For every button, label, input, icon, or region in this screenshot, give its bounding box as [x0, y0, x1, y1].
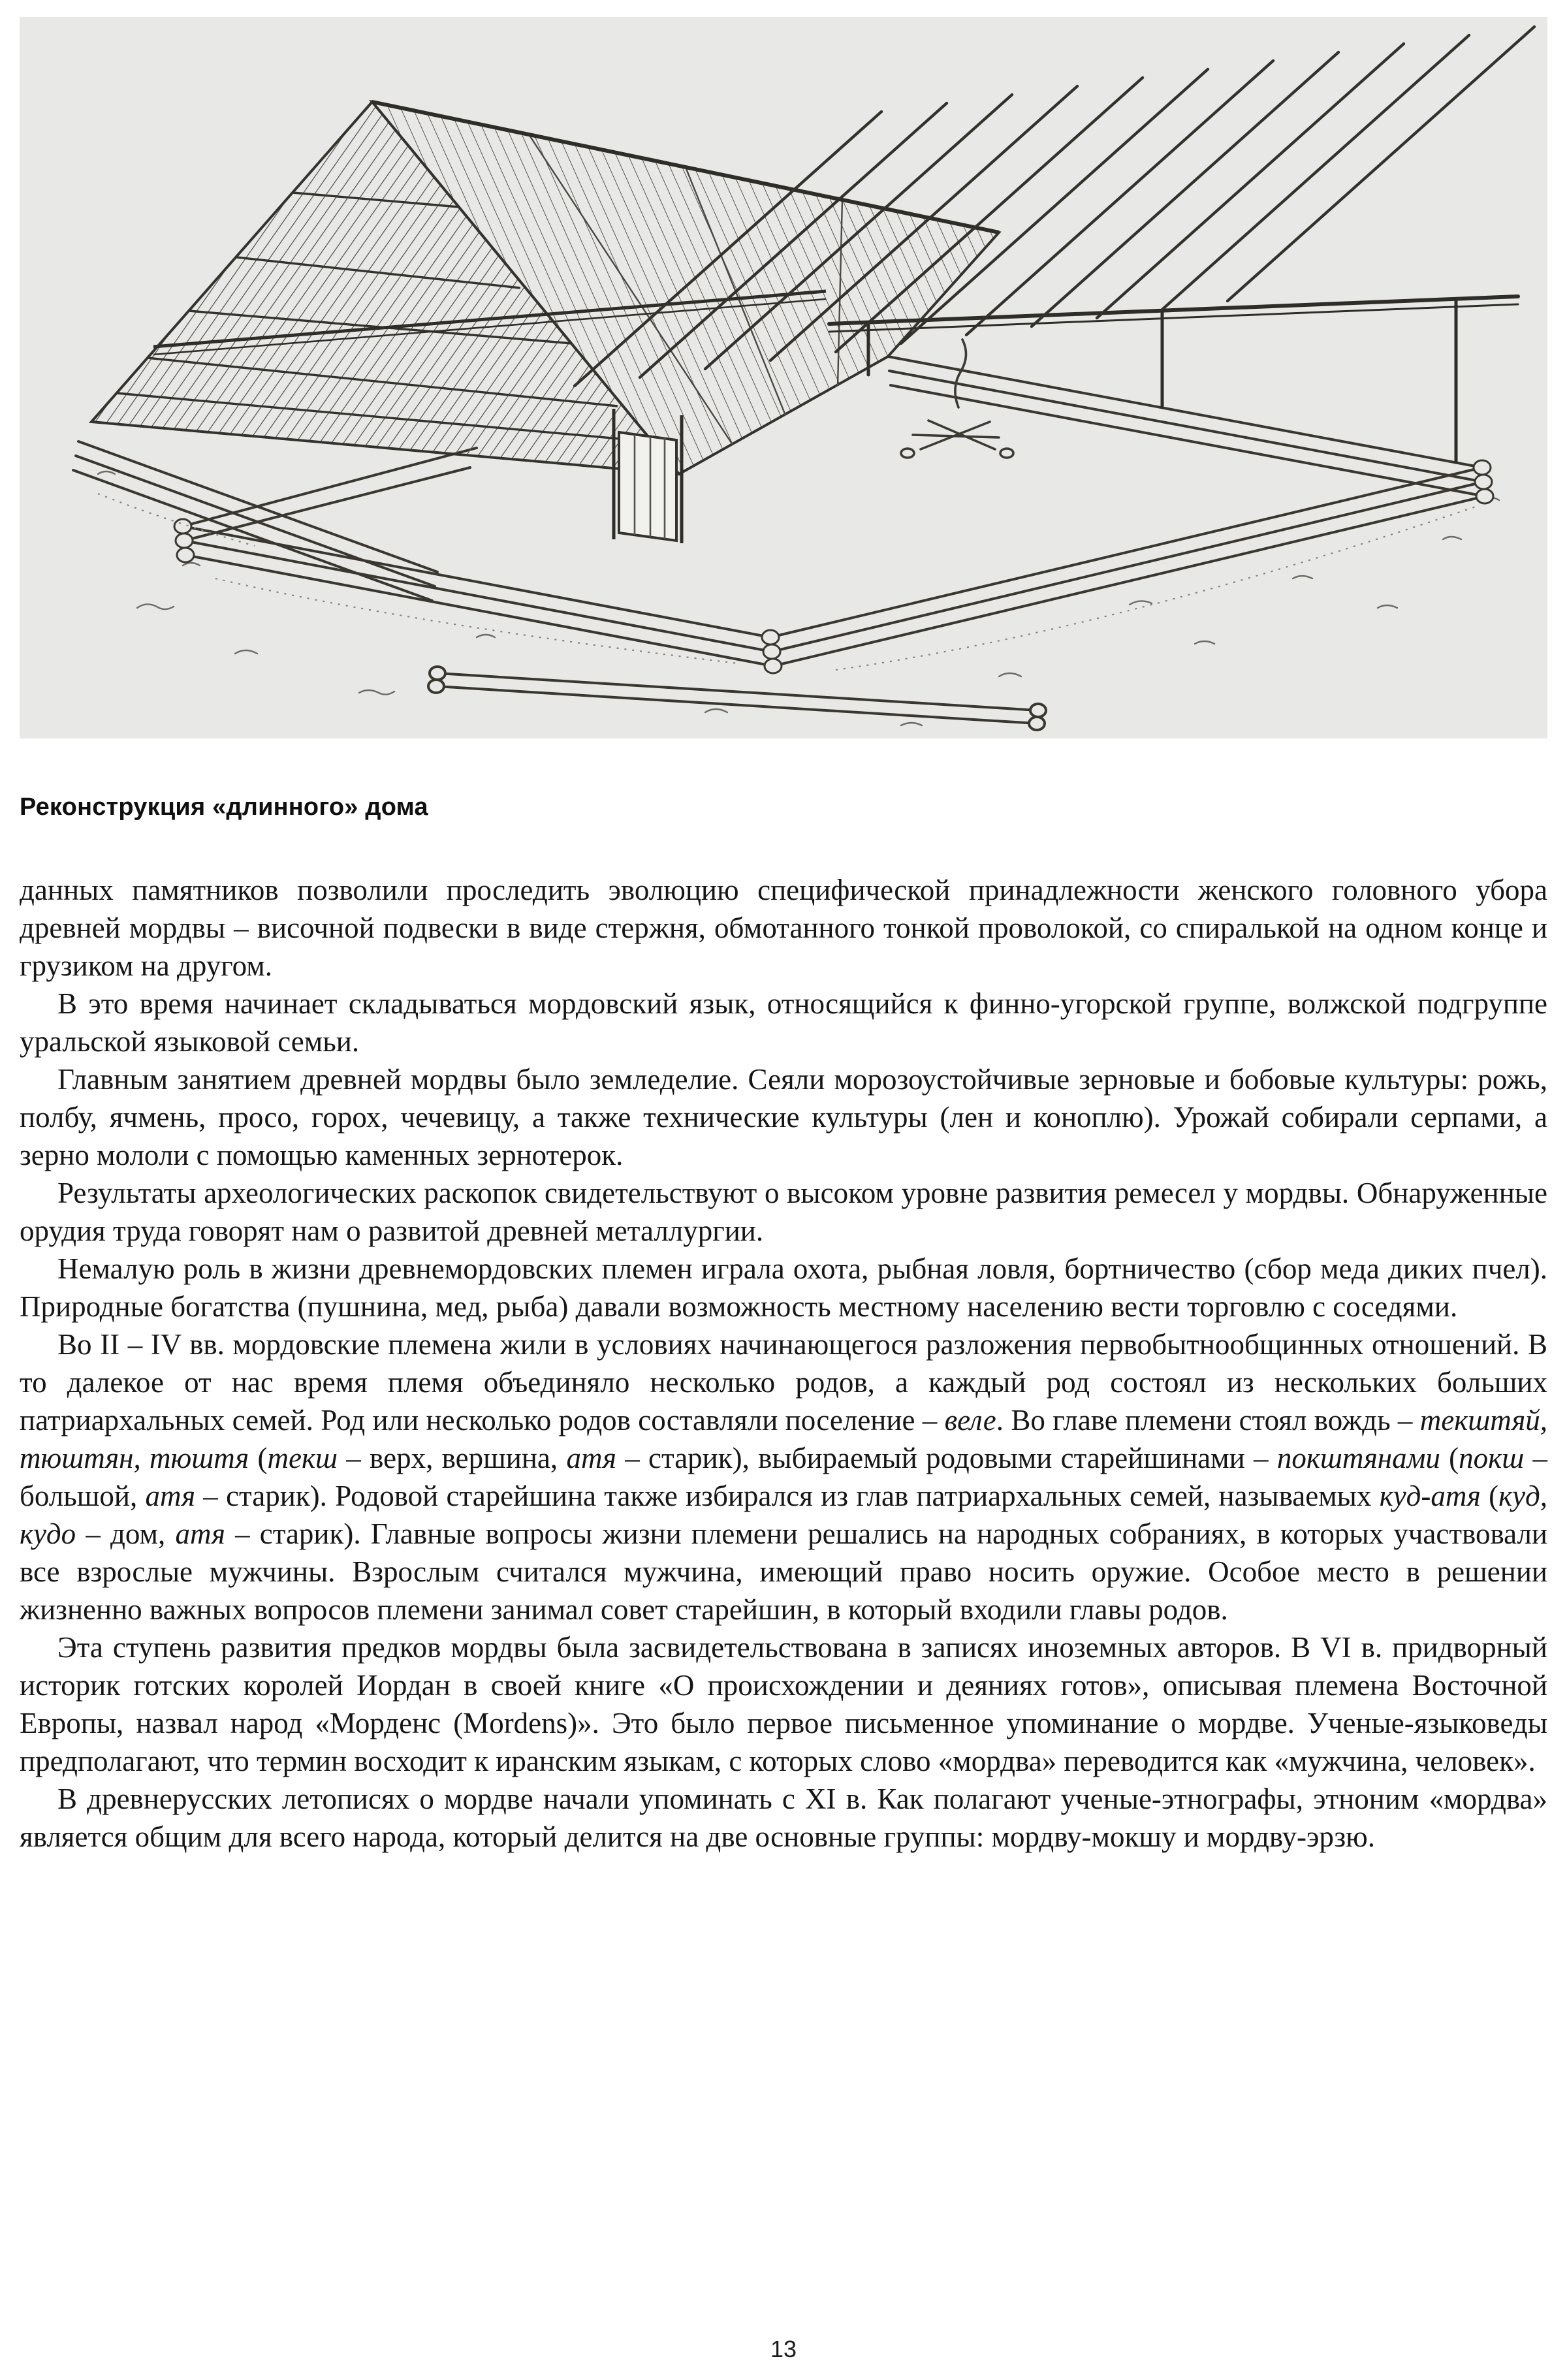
- body-text: [20, 871, 1547, 1856]
- figure-caption: Реконструкция «длинного» дома: [20, 793, 428, 821]
- paragraph: В это время начинает складываться мордовский язык, относящийся к финно-угорской группе, волжской подгруппе уральской языковой семьи.: [20, 987, 1547, 1058]
- paragraph: Главным занятием древней мордвы было земледелие. Сеяли морозоустойчивые зерновые и бобовые культуры: рожь, полбу, ячмень, просо, горох, чечевицу, а также технические культуры (лен и коноплю). Урожай собирали серпами, а зерно мололи с помощью каменных зернотерок.: [20, 1063, 1547, 1171]
- paragraph: Результаты археологических раскопок свидетельствуют о высоком уровне развития ремесел у мордвы. Обнаруженные орудия труда говорят нам о развитой древней металлургии.: [20, 1177, 1547, 1247]
- long-house-engraving: [20, 17, 1547, 738]
- paragraph: Немалую роль в жизни древнемордовских племен играла охота, рыбная ловля, бортничество (сбор меда диких пчел). Природные богатства (пушнина, мед, рыба) давали возможность местному населению вести торговлю с соседями.: [20, 1252, 1547, 1323]
- paragraph: Во II – IV вв. мордовские племена жили в условиях начинающегося разложения первобытнообщинных отношений. В то далекое от нас время племя объединяло несколько родов, а каждый род состоял из нескольких больших патриархальных семей. Род или несколько родов составляли поселение – веле. Во главе племени стоял вождь – текштяй, тюштян, тюштя (текш – верх, вершина, атя – старик), выбираемый родовыми старейшинами – покштянами (покш – большой, атя – старик). Родовой старейшина также избирался из глав патриархальных семей, называемых куд-атя (куд, кудо – дом, атя – старик). Главные вопросы жизни племени решались на народных собраниях, в которых участвовали все взрослые мужчины. Взрослым считался мужчина, имеющий право носить оружие. Особое место в решении жизненно важных вопросов племени занимал совет старейшин, в который входили главы родов.: [20, 1328, 1547, 1626]
- paragraph: Эта ступень развития предков мордвы была засвидетельствована в записях иноземных авторов. В VI в. придворный историк готских королей Иордан в своей книге «О происхождении и деяниях готов», описывая племена Восточной Европы, назвал народ «Морденс (Mordens)». Это было первое письменное упоминание о мордве. Ученые-языковеды предполагают, что термин восходит к иранским языкам, с которых слово «мордва» переводится как «мужчина, человек».: [20, 1631, 1547, 1777]
- page-number: 13: [770, 2336, 797, 2362]
- paragraph: В древнерусских летописях о мордве начали упоминать с XI в. Как полагают ученые-этнографы, этноним «мордва» является общим для всего народа, который делится на две основные группы: мордву-мокшу и мордву-эрзю.: [20, 1783, 1547, 1853]
- long-house-illustration: [20, 17, 1547, 738]
- paragraph: данных памятников позволили проследить эволюцию специфической принадлежности женского головного убора древней мордвы – височной подвески в виде стержня, обмотанного тонкой проволокой, со спиралькой на одном конце и грузиком на другом.: [20, 874, 1547, 982]
